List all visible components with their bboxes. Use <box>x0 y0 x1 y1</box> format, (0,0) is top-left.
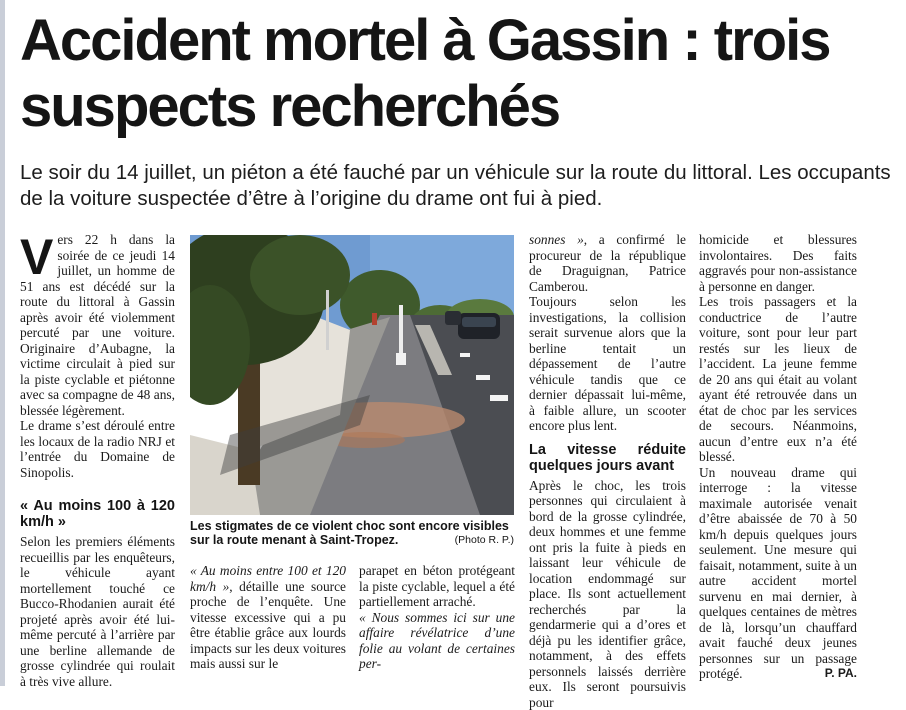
drop-cap: V <box>20 236 53 278</box>
standfirst: Le soir du 14 juillet, un piéton a été fauché par un véhicule sur la route du littoral. Les occupants de la voiture suspectée d’être à l’origine du drame ont fui à pied. <box>20 160 900 212</box>
author-signature: P. PA. <box>825 666 857 682</box>
intertitle-speed: « Au moins 100 à 120 km/h » <box>20 498 175 530</box>
article-column-3 <box>359 563 515 672</box>
col5-paragraph-3: Un nouveau drame qui interroge : la vitesse maximale autorisée venait d’être abaissée de 70 à 50 km/h depuis quelques jours seulement. Une mesure qui faisait, notamment, suite à un autre accident mortel survenu en mai dernier, à quelques centaines de mètres de là, lorsqu’un chauffard avait fauché deux jeunes personnes sur un passage protégé. <box>699 465 857 682</box>
headline: Accident mortel à Gassin : trois suspects recherchés <box>20 8 900 140</box>
col3-paragraph-1: parapet en béton protégeant la piste cyclable, lequel a été partiellement arraché. <box>359 563 515 610</box>
col4-quote-end: sonnes » <box>529 232 584 247</box>
col5-paragraph-1: homicide et blessures involontaires. Des faits aggravés pour non-assistance à personne en danger. <box>699 232 857 294</box>
col2-quote: « Au moins entre 100 et 120 km/h » <box>190 563 346 594</box>
col1-paragraph-3: Selon les premiers éléments recueillis par les enquêteurs, le véhicule ayant mortellement touché ce Bucco-Rhodanien aurait été projeté après avoir été lui-même percuté à l’arrière par une berline allemande de grosse cylindrée qui roulait à très vive allure. <box>20 534 175 689</box>
col3-quote: « Nous sommes ici sur une affaire révélatrice d’une folie au volant de certaines per- <box>359 610 515 672</box>
accident-scene-photo <box>190 235 514 515</box>
caption-text: Les stigmates de ce violent choc sont encore visibles sur la route menant à Saint-Tropez. <box>190 519 509 547</box>
page-edge <box>0 0 5 686</box>
col1-paragraph-1: ers 22 h dans la soirée de ce jeudi 14 juillet, un homme de 51 ans est décédé sur la route du littoral à Gassin après avoir été violemment percuté par une voiture. Originaire d’Aubagne, la victime circulait à pied sur la piste cyclable et piétonne avec sa compagne de 48 ans, blessée légèrement. <box>20 232 175 418</box>
article-column-4 <box>529 232 686 710</box>
col4-paragraph-2: Toujours selon les investigations, la collision serait survenue alors que la berline tentait un dépassement de l’autre véhicule tandis que ce dernier dépassait lui-même, à faible allure, un scooter encore plus lent. <box>529 294 686 434</box>
col2-paragraph-1: , détaille une source proche de l’enquête. Une vitesse excessive qui a pu être établie grâce aux lourds impacts sur les deux voitures mais aussi sur le <box>190 579 346 672</box>
col1-paragraph-2: Le drame s’est déroulé entre les locaux de la radio NRJ et l’entrée du Domaine de Sinopolis. <box>20 418 175 480</box>
article-column-1 <box>20 232 175 689</box>
col5-paragraph-2: Les trois passagers et la conductrice de l’autre voiture, sont pour leur part restés sur les lieux de l’accident. La jeune femme de 20 ans qui était au volant ayant été retrouvée dans un état de choc par les services de secours. Néanmoins, aucun d’entre eux n’a été blessé. <box>699 294 857 465</box>
article-column-5 <box>699 232 857 682</box>
photo-caption <box>190 519 514 547</box>
col4-paragraph-1: , a confirmé le procureur de la république de Draguignan, Patrice Camberou. <box>529 232 686 294</box>
article-column-2 <box>190 563 346 672</box>
col4-paragraph-3: Après le choc, les trois personnes qui circulaient à bord de la grosse cylindrée, deux hommes et une femme ont pris la fuite à pieds en laissant leur véhicule de location endommagé sur place. Ils sont actuellement recherchés par la gendarmerie qui a d’ores et déjà pu les identifier grâce, notamment, à des effets personnels laissés derrière eux. Ils seront poursuivis pour <box>529 478 686 710</box>
photo-credit: (Photo R. P.) <box>455 533 514 547</box>
intertitle-speed-reduced: La vitesse réduite quelques jours avant <box>529 442 686 474</box>
